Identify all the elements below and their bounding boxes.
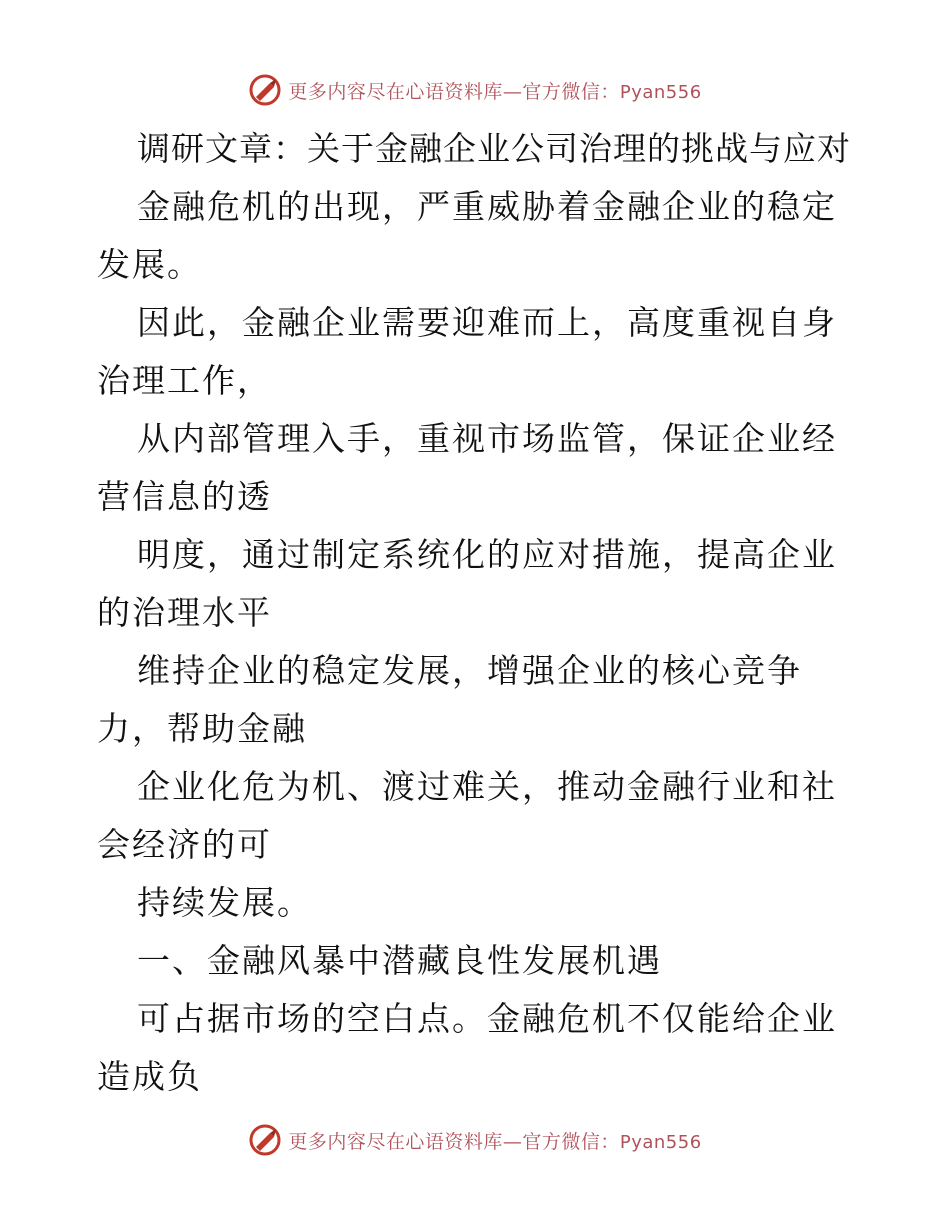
paragraph: 因此，金融企业需要迎难而上，高度重视自身治理工作， <box>97 303 837 400</box>
paragraph: 金融危机的出现，严重威胁着金融企业的稳定发展。 <box>97 187 837 284</box>
pen-nib-logo-icon <box>248 73 282 107</box>
paragraph: 企业化危为机、渡过难关，推动金融行业和社会经济的可 <box>97 767 837 864</box>
document-title: 调研文章：关于金融企业公司治理的挑战与应对 <box>137 129 851 168</box>
pen-nib-logo-icon <box>248 1123 282 1157</box>
header-banner <box>0 70 950 110</box>
paragraph: 维持企业的稳定发展，增强企业的核心竞争力，帮助金融 <box>97 651 802 748</box>
banner-text-main: 更多内容尽在心语资料库—官方微信： <box>288 1130 620 1153</box>
paragraph: 持续发展。 <box>137 883 312 922</box>
banner-text-main: 更多内容尽在心语资料库—官方微信： <box>288 80 620 103</box>
banner-wechat-id: Pyan556 <box>619 81 702 103</box>
section-heading: 一、金融风暴中潜藏良性发展机遇 <box>137 941 662 980</box>
paragraph: 明度，通过制定系统化的应对措施，提高企业的治理水平 <box>97 535 837 632</box>
banner-text <box>288 77 701 104</box>
banner-wechat-id: Pyan556 <box>619 1131 702 1153</box>
footer-banner <box>0 1120 950 1160</box>
banner-text <box>288 1127 701 1154</box>
paragraph: 可占据市场的空白点。金融危机不仅能给企业造成负 <box>97 999 837 1096</box>
paragraph: 从内部管理入手，重视市场监管，保证企业经营信息的透 <box>97 419 837 516</box>
document-body <box>97 120 857 1106</box>
